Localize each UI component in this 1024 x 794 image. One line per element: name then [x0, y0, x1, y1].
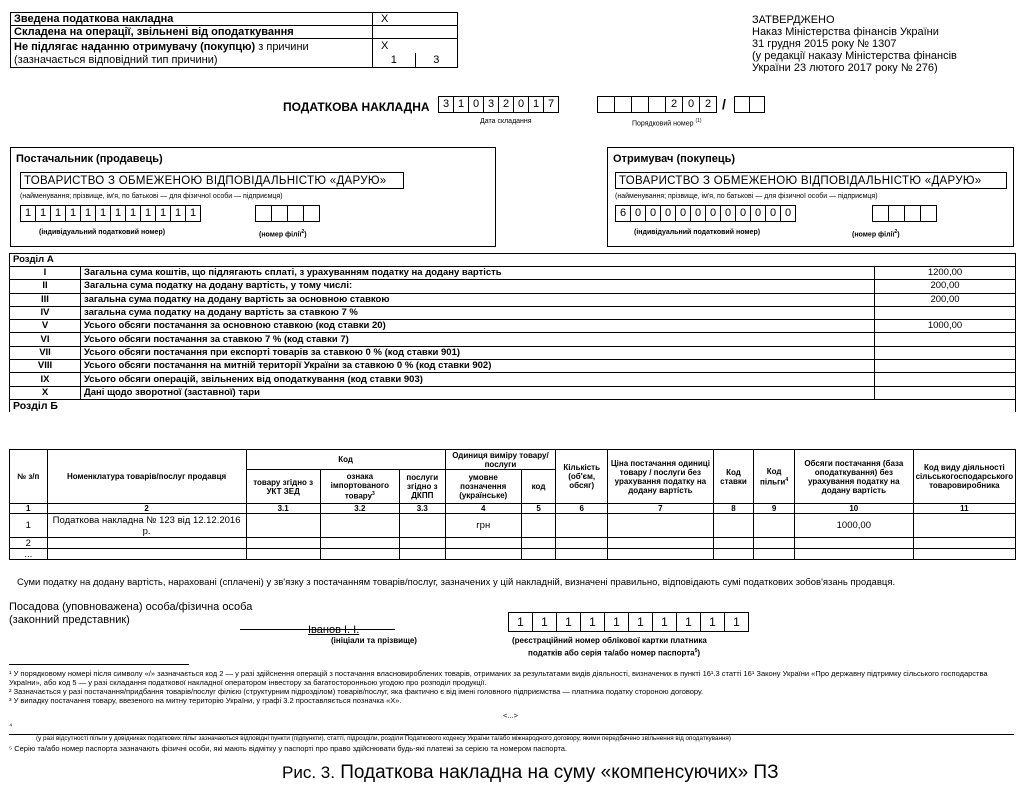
row-cell — [608, 538, 714, 549]
section-a-row-value — [875, 333, 1016, 346]
section-a-row — [10, 280, 1016, 293]
seller-ipn-digit-8: 1 — [125, 205, 141, 222]
section-a-title: Розділ А — [10, 254, 1016, 267]
footnote-ellipsis: <...> — [503, 711, 519, 720]
tax-card-digit-5: 1 — [604, 612, 629, 632]
number-label: Порядковий номер $^{(1)}$ — [632, 118, 702, 128]
section-a-row — [10, 346, 1016, 359]
column-number: 8 — [713, 504, 754, 514]
number-suffix-digit-2 — [749, 96, 765, 113]
buyer-branch-digit-4 — [920, 205, 937, 222]
date-digit-6: 0 — [513, 96, 529, 113]
seller-ipn-digit-3: 1 — [50, 205, 66, 222]
signer-name: Іванов І. І. — [308, 624, 360, 636]
reason-digit-2: 3 — [415, 53, 458, 68]
column-number: 9 — [754, 504, 795, 514]
column-number: 5 — [521, 504, 556, 514]
seller-ipn-digit-10: 1 — [155, 205, 171, 222]
seller-name-hint: (найменування; прізвище, ім'я, по батькові — для фізичної особи — підприємця) — [20, 193, 283, 200]
buyer-branch-cells — [872, 205, 936, 222]
column-number: 2 — [47, 504, 246, 514]
row-cell — [754, 514, 795, 538]
footnote-5: ⁵ Серію та/або номер паспорта зазначають фізичні особи, які мають відмітку у паспорті про право здійснювати будь-які платежі за серією та номером паспорта. — [9, 744, 568, 753]
number-slash: / — [722, 96, 726, 112]
number-suffix-digit-1 — [734, 96, 750, 113]
col-import-header: ознака імпортованого товару$^3$ — [320, 470, 399, 504]
section-a-row-num: IX — [10, 373, 81, 386]
document-title: ПОДАТКОВА НАКЛАДНА — [283, 100, 430, 114]
figure-caption-text: Податкова накладна на суму «компенсуючих» ПЗ — [334, 762, 779, 783]
section-a-row-num: I — [10, 267, 81, 280]
row-cell — [913, 549, 1015, 560]
seller-ipn-digit-7: 1 — [110, 205, 126, 222]
buyer-name-hint: (найменування; прізвище, ім'я, по батькові — для фізичної особи — підприємця) — [615, 193, 878, 200]
buyer-ipn-digit-10: 0 — [750, 205, 766, 222]
exempt-operations-mark — [373, 26, 458, 39]
section-a-row-value: 200,00 — [875, 280, 1016, 293]
column-number: 6 — [556, 504, 608, 514]
section-a-row-desc: Усього обсяги постачання за ставкою 7 % (код ставки 7) — [81, 333, 875, 346]
row-cell — [913, 538, 1015, 549]
not-for-buyer-label: Не підлягає наданню отримувачу (покупцю) з причини (зазначається відповідний тип причини) — [11, 39, 373, 68]
col-dkpp-header: послуги згідно з ДКПП — [399, 470, 445, 504]
buyer-ipn-cells — [615, 205, 795, 222]
row-cell — [713, 538, 754, 549]
figure-caption-prefix: Рис. 3. — [282, 763, 335, 782]
col-benefit-header: Код пільги$^4$ — [754, 450, 795, 504]
row-cell — [320, 538, 399, 549]
buyer-title: Отримувач (покупець) — [613, 153, 736, 165]
approval-line-3: (у редакції наказу Міністерства фінансів — [752, 50, 957, 62]
section-a-row-num: V — [10, 320, 81, 333]
buyer-branch-label: (номер філії$^2$) — [852, 229, 900, 239]
buyer-ipn-digit-9: 0 — [735, 205, 751, 222]
buyer-ipn-digit-8: 0 — [720, 205, 736, 222]
approval-line-1: Наказ Міністерства фінансів України — [752, 26, 939, 38]
column-number: 4 — [445, 504, 521, 514]
column-number: 11 — [913, 504, 1015, 514]
section-a-row-desc: загальна сума податку на додану вартість за ставкою 7 % — [81, 306, 875, 319]
col-unit-code-header: код — [521, 470, 556, 504]
buyer-ipn-digit-4: 0 — [660, 205, 676, 222]
section-a-row-num: III — [10, 293, 81, 306]
section-a-row-num: VII — [10, 346, 81, 359]
seller-ipn-digit-6: 1 — [95, 205, 111, 222]
row-cell — [246, 514, 320, 538]
row-name — [47, 538, 246, 549]
row-cell — [246, 549, 320, 560]
row-cell — [754, 538, 795, 549]
number-digit-7: 2 — [699, 96, 717, 113]
table-row — [10, 549, 1016, 560]
column-number: 1 — [10, 504, 48, 514]
approval-stamp — [752, 14, 1017, 74]
approval-line-2: 31 грудня 2015 року № 1307 — [752, 38, 897, 50]
approval-line-4: України 23 лютого 2017 року № 276) — [752, 62, 938, 74]
col-uktzed-header: товару згідно з УКТ ЗЕД — [246, 470, 320, 504]
section-a-row-num: X — [10, 386, 81, 399]
buyer-ipn-digit-6: 0 — [690, 205, 706, 222]
buyer-branch-digit-1 — [872, 205, 889, 222]
date-digit-3: 0 — [468, 96, 484, 113]
col-unit-name-header: умовне позначення (українське) — [445, 470, 521, 504]
buyer-ipn-digit-2: 0 — [630, 205, 646, 222]
row-cell — [399, 514, 445, 538]
buyer-name: ТОВАРИСТВО З ОБМЕЖЕНОЮ ВІДПОВІДАЛЬНІСТЮ «ДАРУЮ» — [615, 172, 1007, 189]
tax-card-digit-2: 1 — [532, 612, 557, 632]
date-digit-1: 3 — [438, 96, 454, 113]
number-digit-1 — [597, 96, 615, 113]
row-cell — [754, 549, 795, 560]
exempt-operations-label: Складена на операції, звільнені від оподаткування — [11, 26, 373, 39]
section-a-row-desc: Усього обсяги операцій, звільнених від оподаткування (код ставки 903) — [81, 373, 875, 386]
buyer-ipn-digit-1: 6 — [615, 205, 631, 222]
footnote-divider — [9, 664, 189, 665]
col-volume-header: Обсяги постачання (база оподаткування) без урахування податку на додану вартість — [794, 450, 913, 504]
date-digit-8: 7 — [543, 96, 559, 113]
section-a-row — [10, 373, 1016, 386]
summary-invoice-label: Зведена податкова накладна — [11, 13, 373, 26]
row-cell — [556, 549, 608, 560]
signer-role — [9, 601, 252, 627]
seller-ipn-digit-5: 1 — [80, 205, 96, 222]
section-a-row-value: 200,00 — [875, 293, 1016, 306]
col-qty-header: Кількість (об'єм, обсяг) — [556, 450, 608, 504]
section-a-row-desc: Усього обсяги постачання на митній території України за ставкою 0 % (код ставки 902) — [81, 360, 875, 373]
section-a-row-desc: Загальна сума коштів, що підлягають сплаті, з урахуванням податку на додану вартість — [81, 267, 875, 280]
seller-ipn-digit-4: 1 — [65, 205, 81, 222]
row-cell — [713, 549, 754, 560]
buyer-ipn-digit-12: 0 — [780, 205, 796, 222]
col-rate-header: Код ставки — [713, 450, 754, 504]
buyer-branch-digit-2 — [888, 205, 905, 222]
summary-invoice-mark: X — [373, 13, 458, 26]
buyer-ipn-digit-3: 0 — [645, 205, 661, 222]
seller-ipn-digit-9: 1 — [140, 205, 156, 222]
footnote-2: ² Зазначається у разі постачання/придбання товарів/послуг філією (структурним підрозділом) товарів/послуг, яка фактично є від імені головного підприємства — платника податку стороною договору. — [9, 687, 704, 696]
signer-role-line-2: (законний представник) — [9, 614, 130, 626]
buyer-ipn-label: (індивідуальний податковий номер) — [634, 229, 761, 236]
column-number: 3.1 — [246, 504, 320, 514]
section-a-row-desc: Усього обсяги постачання за основною ставкою (код ставки 20) — [81, 320, 875, 333]
table-row — [10, 514, 1016, 538]
col-agri-header: Код виду діяльності сільськогосподарського товаровиробника — [913, 450, 1015, 504]
row-num: 2 — [10, 538, 48, 549]
section-a-row-value — [875, 386, 1016, 399]
buyer-branch-digit-3 — [904, 205, 921, 222]
row-num: 1 — [10, 514, 48, 538]
section-b-title: Розділ Б — [10, 399, 1016, 412]
section-a-table — [9, 253, 1016, 412]
buyer-ipn-digit-5: 0 — [675, 205, 691, 222]
section-a-row-desc: Загальна сума податку на додану вартість, у тому числі: — [81, 280, 875, 293]
seller-ipn-digit-2: 1 — [35, 205, 51, 222]
section-b-table — [9, 449, 1016, 560]
row-name — [47, 549, 246, 560]
column-number: 3.3 — [399, 504, 445, 514]
seller-branch-digit-3 — [287, 205, 304, 222]
seller-branch-digit-1 — [255, 205, 272, 222]
section-a-row-value: 1000,00 — [875, 320, 1016, 333]
section-a-row-desc: Усього обсяги постачання при експорті товарів за ставкою 0 % (код ставки 901) — [81, 346, 875, 359]
number-digit-6: 0 — [682, 96, 700, 113]
section-a-row — [10, 360, 1016, 373]
row-cell — [399, 549, 445, 560]
row-volume — [794, 538, 913, 549]
seller-ipn-digit-1: 1 — [20, 205, 36, 222]
number-digit-3 — [631, 96, 649, 113]
row-unit: грн — [445, 514, 521, 538]
date-label: Дата складання — [480, 118, 532, 125]
section-a-row-num: VI — [10, 333, 81, 346]
seller-name: ТОВАРИСТВО З ОБМЕЖЕНОЮ ВІДПОВІДАЛЬНІСТЮ «ДАРУЮ» — [20, 172, 404, 189]
row-unit — [445, 538, 521, 549]
number-digit-5: 2 — [665, 96, 683, 113]
number-cells — [597, 96, 716, 113]
row-cell — [713, 514, 754, 538]
tax-card-digit-9: 1 — [700, 612, 725, 632]
column-number: 7 — [608, 504, 714, 514]
tax-card-digit-1: 1 — [508, 612, 533, 632]
date-digit-7: 1 — [528, 96, 544, 113]
row-cell — [556, 538, 608, 549]
section-a-row-desc: Дані щодо зворотної (заставної) тари — [81, 386, 875, 399]
seller-ipn-label: (індивідуальний податковий номер) — [39, 229, 166, 236]
section-a-row — [10, 333, 1016, 346]
section-a-row — [10, 267, 1016, 280]
row-cell — [399, 538, 445, 549]
signer-name-hint: (ініціали та прізвище) — [331, 636, 417, 645]
tax-card-digit-8: 1 — [676, 612, 701, 632]
tax-card-cells — [508, 612, 748, 632]
seller-title: Постачальник (продавець) — [16, 153, 163, 165]
figure-caption — [282, 762, 779, 784]
table-row — [10, 538, 1016, 549]
section-a-row — [10, 320, 1016, 333]
tax-card-digit-4: 1 — [580, 612, 605, 632]
number-digit-2 — [614, 96, 632, 113]
section-a-row-value — [875, 360, 1016, 373]
signer-role-line-1: Посадова (уповноважена) особа/фізична особа — [9, 601, 253, 613]
row-cell — [608, 549, 714, 560]
section-a-row-value — [875, 373, 1016, 386]
tax-card-hint: (реєстраційний номер облікової картки платника податків або серія та/або номер паспорта$^5$) — [512, 636, 707, 658]
section-a-row — [10, 386, 1016, 399]
row-cell — [246, 538, 320, 549]
row-cell — [521, 538, 556, 549]
footnote-4-marker: ⁴ — [9, 721, 13, 730]
document-type-box — [10, 12, 458, 68]
section-a-row-value: 1200,00 — [875, 267, 1016, 280]
seller-box — [10, 147, 496, 247]
seller-branch-cells — [255, 205, 319, 222]
statement-text: Суми податку на додану вартість, нараховані (сплачені) у зв'язку з постачанням товарів/послуг, зазначених у цій накладній, визначені правильно, відповідають сумі податкових зобов'язань продавця. — [17, 577, 896, 588]
section-a-row-num: IV — [10, 306, 81, 319]
seller-branch-label: (номер філії$^2$) — [259, 229, 307, 239]
section-a-row — [10, 306, 1016, 319]
reason-digit-1: 1 — [373, 53, 416, 68]
seller-ipn-digit-11: 1 — [170, 205, 186, 222]
row-num: ... — [10, 549, 48, 560]
seller-ipn-digit-12: 1 — [185, 205, 201, 222]
row-name: Податкова накладна № 123 від 12.12.2016 р. — [47, 514, 246, 538]
seller-ipn-cells — [20, 205, 200, 222]
row-volume: 1000,00 — [794, 514, 913, 538]
seller-branch-digit-4 — [303, 205, 320, 222]
section-a-row-num: II — [10, 280, 81, 293]
column-numbers-row — [10, 504, 1016, 514]
tax-card-digit-6: 1 — [628, 612, 653, 632]
col-code-header: Код — [246, 450, 445, 470]
number-suffix-cells — [734, 96, 764, 113]
section-a-row — [10, 293, 1016, 306]
date-digit-2: 1 — [453, 96, 469, 113]
section-a-row-value — [875, 306, 1016, 319]
column-number: 3.2 — [320, 504, 399, 514]
buyer-box — [607, 147, 1014, 247]
row-volume — [794, 549, 913, 560]
row-cell — [556, 514, 608, 538]
not-for-buyer-mark: X — [373, 39, 458, 54]
col-name-header: Номенклатура товарів/послуг продавця — [47, 450, 246, 504]
row-cell — [320, 514, 399, 538]
tax-card-digit-3: 1 — [556, 612, 581, 632]
col-num-header: № з/п — [10, 450, 48, 504]
row-unit — [445, 549, 521, 560]
footnote-3: ³ У випадку постачання товару, ввезеного на митну територію України, у графі 3.2 проставляється позначка «Х». — [9, 696, 402, 705]
footnote-4-hint: (у разі відсутності пільги у довідниках податкових пільг зазначаються відповідні пункти (підпункти), статті, підрозділи, розділи Податкового кодексу України та/або міжнародного договору, якими передбачено звільнення від оподаткування) — [36, 735, 731, 742]
row-cell — [521, 514, 556, 538]
date-digit-4: 3 — [483, 96, 499, 113]
footnote-1: ¹ У порядковому номері після символу «/» зазначається код 2 — у разі здійснення операцій з постачання власновироблених товарів, отриманих за результатами видів діяльності, визначених в пункті 16¹.3 статті 16¹ Закону України «Про державну підтримку сільського господарства України», або код 5 — у разі складання податкової накладної оператором інвестору за багатосторонньою угодою про розподіл продукції. — [9, 669, 988, 687]
seller-branch-digit-2 — [271, 205, 288, 222]
tax-card-digit-7: 1 — [652, 612, 677, 632]
col-price-header: Ціна постачання одиниці товару / послуги без урахування податку на додану вартість — [608, 450, 714, 504]
row-cell — [320, 549, 399, 560]
section-a-row-value — [875, 346, 1016, 359]
row-cell — [913, 514, 1015, 538]
row-cell — [521, 549, 556, 560]
column-number: 10 — [794, 504, 913, 514]
date-digit-5: 2 — [498, 96, 514, 113]
buyer-ipn-digit-11: 0 — [765, 205, 781, 222]
col-unit-header: Одиниця виміру товару/послуги — [445, 450, 556, 470]
buyer-ipn-digit-7: 0 — [705, 205, 721, 222]
number-digit-4 — [648, 96, 666, 113]
tax-card-digit-10: 1 — [724, 612, 749, 632]
section-a-row-num: VIII — [10, 360, 81, 373]
row-cell — [608, 514, 714, 538]
date-cells — [438, 96, 558, 113]
approval-title: ЗАТВЕРДЖЕНО — [752, 14, 835, 26]
section-a-row-desc: загальна сума податку на додану вартість за основною ставкою — [81, 293, 875, 306]
